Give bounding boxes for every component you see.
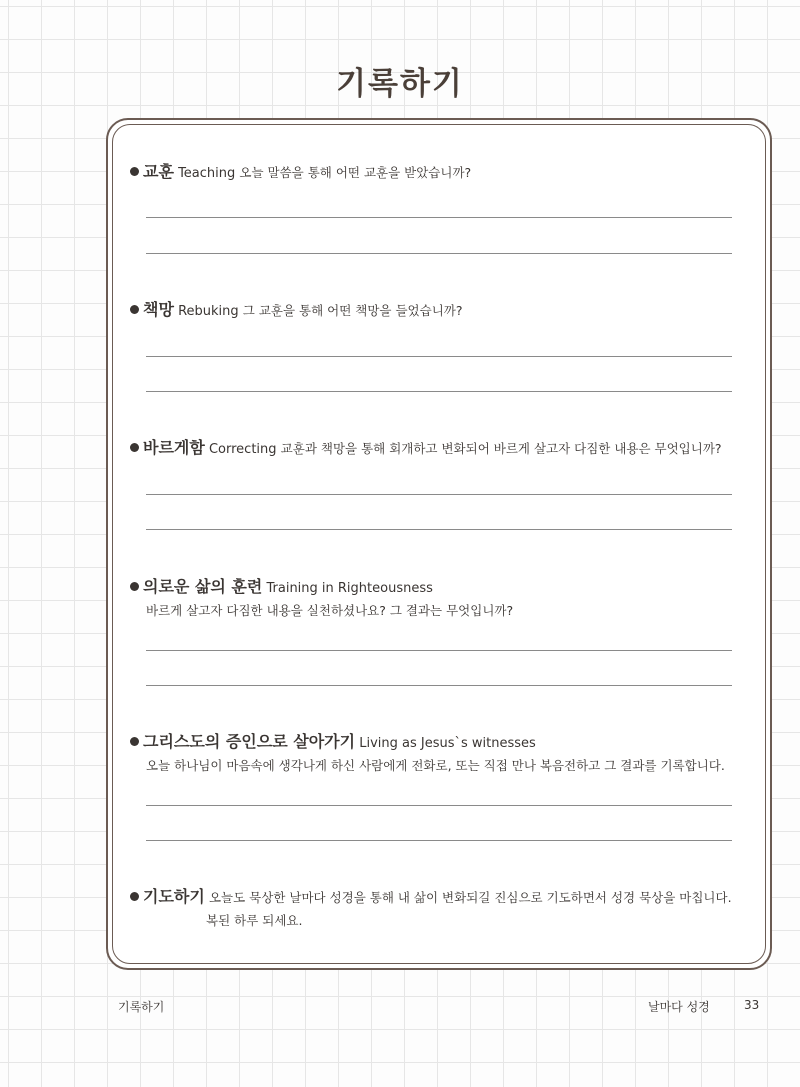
section-heading <box>130 733 750 753</box>
footer-book-title: 날마다 성경 <box>648 1000 710 1014</box>
section-witnesses <box>130 733 750 775</box>
writing-line[interactable] <box>146 529 732 530</box>
section-title-english: Training in Righteousness <box>266 581 433 596</box>
closing-message: 복된 하루 되세요. <box>206 913 303 928</box>
section-title-english: Teaching <box>178 166 236 181</box>
section-question: 오늘 하나님이 마음속에 생각나게 하신 사람에게 전화로, 또는 직접 만나 복음전하고 그 결과를 기록합니다. <box>146 758 725 773</box>
section-title-korean: 의로운 삶의 훈련 <box>143 577 263 596</box>
bullet-icon <box>130 582 139 591</box>
section-title-korean: 교훈 <box>143 162 174 181</box>
bullet-icon <box>130 443 139 452</box>
section-prayer <box>130 888 750 930</box>
section-heading <box>130 163 750 183</box>
section-correcting <box>130 439 750 459</box>
writing-line[interactable] <box>146 805 732 806</box>
section-title-korean: 그리스도의 증인으로 살아가기 <box>143 732 356 751</box>
section-title-english: Rebuking <box>178 304 239 319</box>
bullet-icon <box>130 167 139 176</box>
section-rebuking <box>130 301 750 321</box>
section-teaching <box>130 163 750 183</box>
bullet-icon <box>130 305 139 314</box>
section-question: 교훈과 책망을 통해 회개하고 변화되어 바르게 살고자 다짐한 내용은 무엇입니까? <box>280 441 722 456</box>
writing-line[interactable] <box>146 391 732 392</box>
bullet-icon <box>130 737 139 746</box>
section-heading <box>130 578 750 598</box>
section-title-korean: 기도하기 <box>143 887 205 906</box>
bullet-icon <box>130 892 139 901</box>
section-question: 오늘 말씀을 통해 어떤 교훈을 받았습니까? <box>239 165 472 180</box>
section-heading <box>130 439 750 459</box>
section-question: 바르게 살고자 다짐한 내용을 실천하셨나요? 그 결과는 무엇입니까? <box>146 603 514 618</box>
section-title-korean: 바르게함 <box>143 438 205 457</box>
writing-line[interactable] <box>146 217 732 218</box>
writing-line[interactable] <box>146 356 732 357</box>
page-title: 기록하기 <box>336 66 464 102</box>
page-number: 33 <box>744 998 760 1012</box>
writing-line[interactable] <box>146 840 732 841</box>
section-title-korean: 책망 <box>143 300 174 319</box>
writing-line[interactable] <box>146 494 732 495</box>
section-title-english: Living as Jesus`s witnesses <box>359 736 536 751</box>
record-frame-inner-border <box>112 124 766 964</box>
section-heading <box>130 888 750 908</box>
section-question: 그 교훈을 통해 어떤 책망을 들었습니까? <box>242 303 463 318</box>
section-title-english: Correcting <box>208 442 277 457</box>
section-training <box>130 578 750 620</box>
footer-section-title: 기록하기 <box>118 1000 165 1014</box>
writing-line[interactable] <box>146 253 732 254</box>
writing-line[interactable] <box>146 650 732 651</box>
record-frame <box>106 118 772 970</box>
section-question: 오늘도 묵상한 날마다 성경을 통해 내 삶이 변화되길 진심으로 기도하면서 성경 묵상을 마칩니다. <box>208 890 732 905</box>
section-heading <box>130 301 750 321</box>
writing-line[interactable] <box>146 685 732 686</box>
